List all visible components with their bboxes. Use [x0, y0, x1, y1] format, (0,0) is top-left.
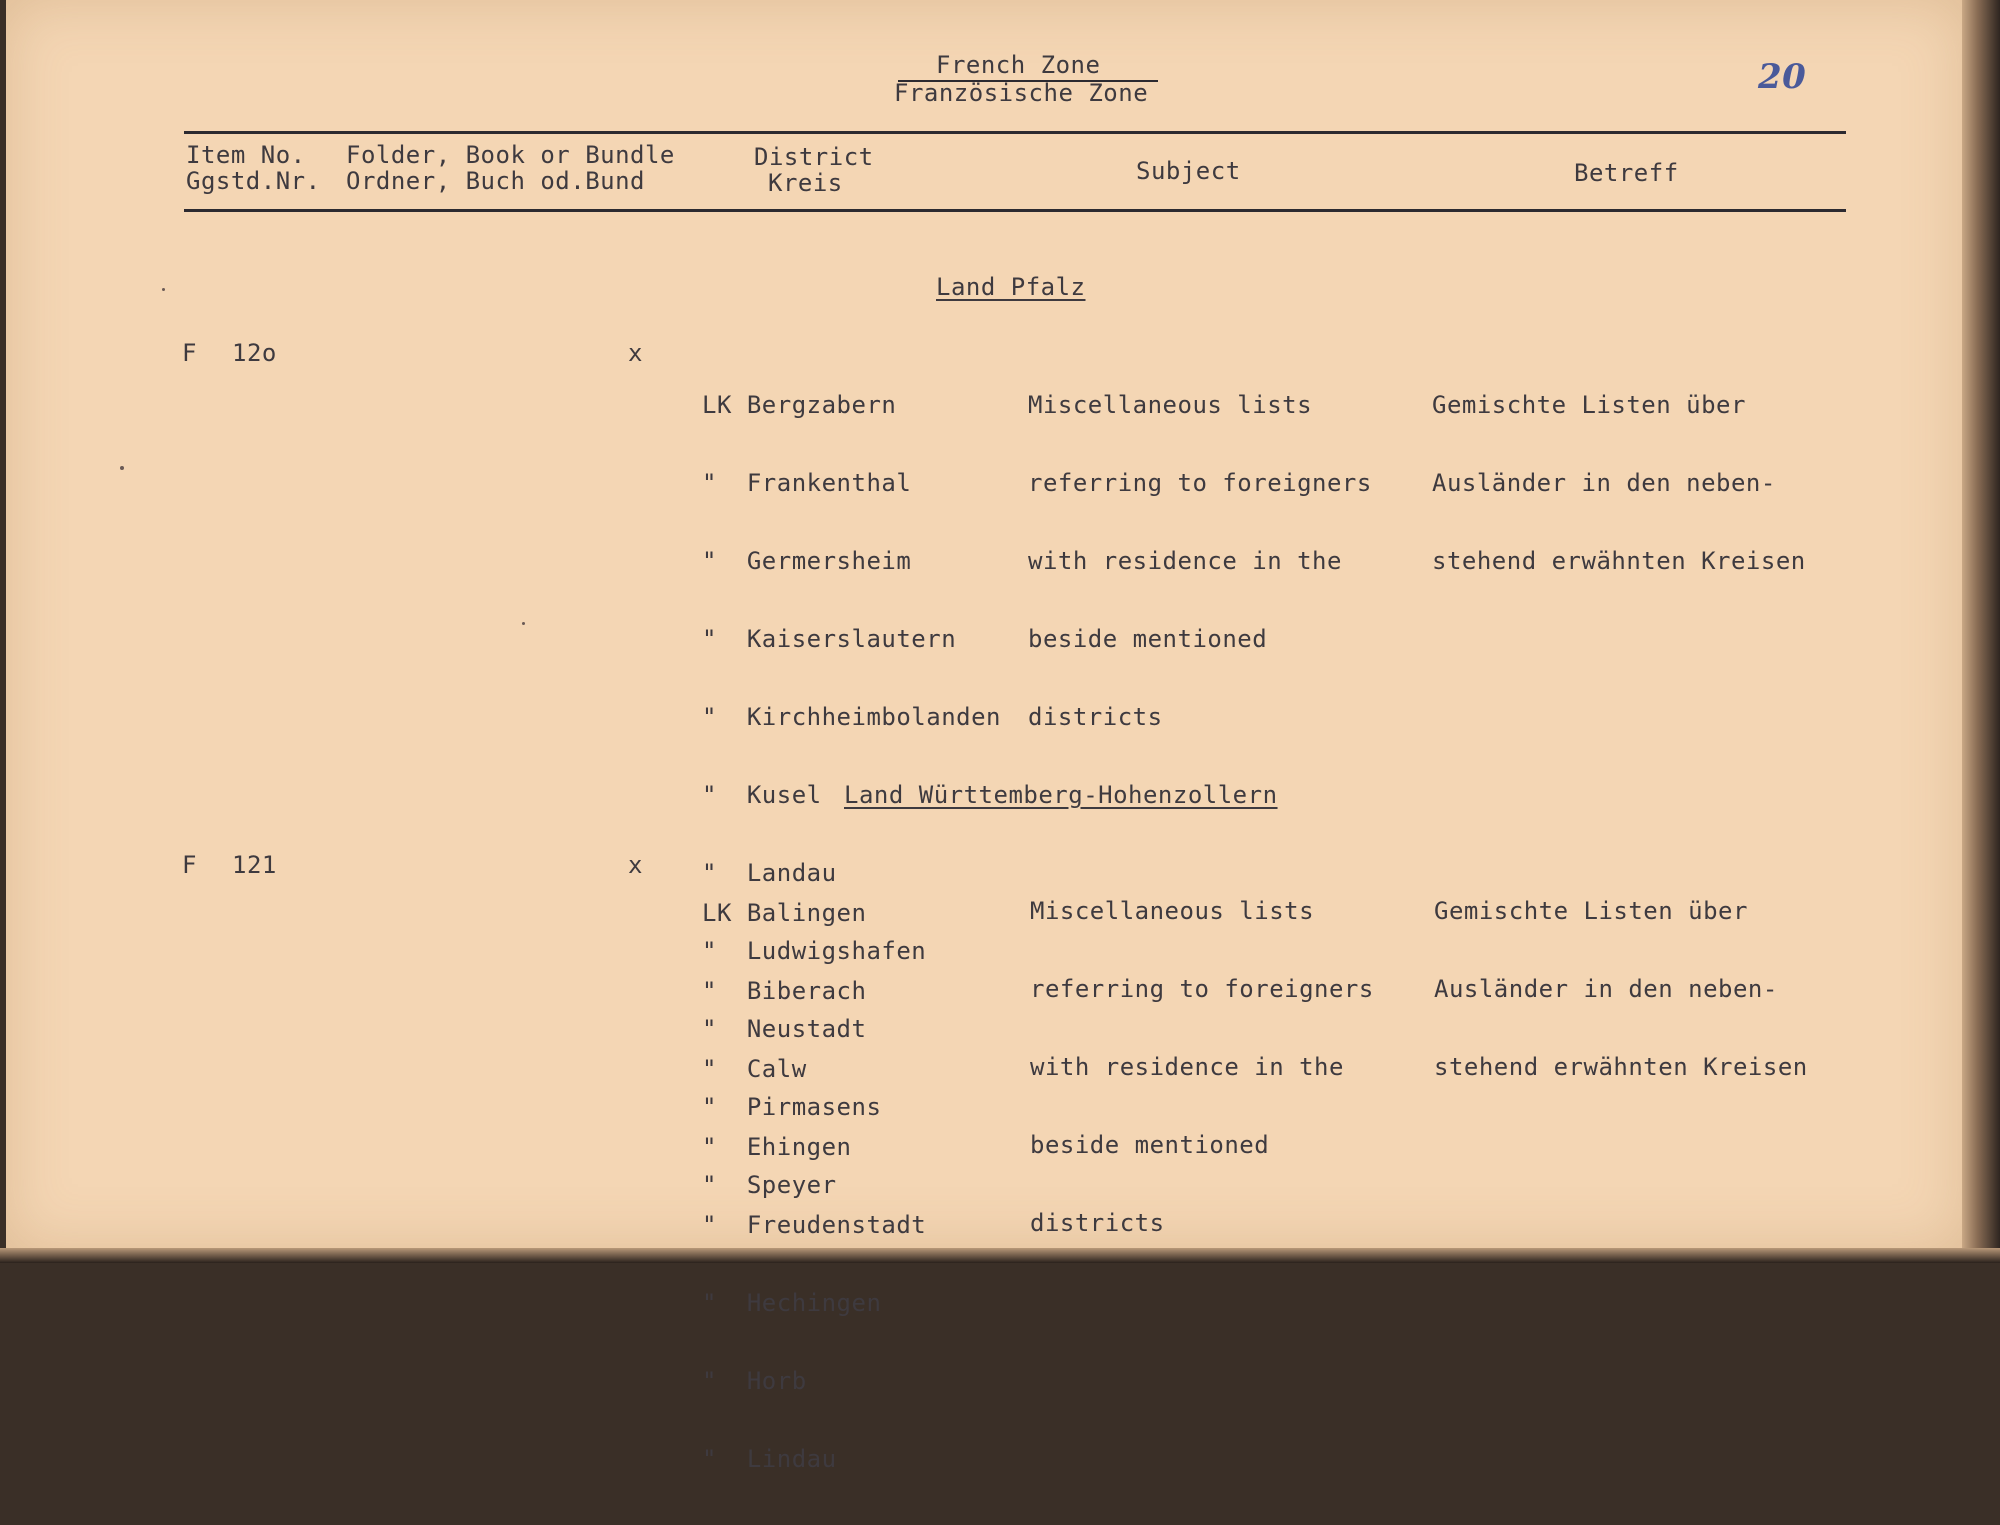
subject-line: districts	[1028, 703, 1163, 731]
folder-mark: x	[628, 851, 643, 879]
col-item-no-de: Ggstd.Nr.	[186, 167, 321, 195]
betreff-line: Gemischte Listen über	[1432, 391, 1746, 419]
section-title-pfalz: Land Pfalz	[936, 273, 1086, 301]
district-row: " Ludwigshafen	[702, 937, 927, 965]
subject-line: with residence in the	[1030, 1053, 1344, 1081]
subject-line: with residence in the	[1028, 547, 1342, 575]
betreff-line: Ausländer in den neben-	[1434, 975, 1778, 1003]
paper-speck	[120, 466, 124, 470]
district-row: " Pirmasens	[702, 1093, 882, 1121]
zone-title-en: French Zone	[936, 51, 1101, 79]
paper-speck	[162, 288, 165, 291]
folder-mark: x	[628, 339, 643, 367]
subject-line: Miscellaneous lists	[1028, 391, 1313, 419]
district-row: " Freudenstadt	[702, 1211, 927, 1239]
page-number: 20	[1758, 57, 1807, 97]
item-prefix: F	[182, 339, 197, 367]
betreff-line: stehend erwähnten Kreisen	[1434, 1053, 1808, 1081]
col-district-de: Kreis	[768, 169, 843, 197]
subject-line: Miscellaneous lists	[1030, 897, 1315, 925]
col-betreff: Betreff	[1574, 159, 1679, 187]
district-row: " Kirchheimbolanden	[702, 703, 1001, 731]
district-list	[702, 848, 926, 1524]
header-bottom-rule	[184, 209, 1846, 212]
col-folder-de: Ordner, Buch od.Bund	[346, 167, 645, 195]
subject-line: beside mentioned	[1030, 1131, 1270, 1159]
district-row: " Kusel	[702, 781, 822, 809]
district-row: " Biberach	[702, 977, 867, 1005]
district-row: " Hechingen	[702, 1289, 882, 1317]
subject-text	[1028, 340, 1372, 782]
betreff-text	[1432, 340, 1806, 626]
page-edge-right	[1962, 0, 2000, 1263]
subject-line: referring to foreigners	[1030, 975, 1374, 1003]
betreff-line: Gemischte Listen über	[1434, 897, 1748, 925]
section-title-wuerttemberg: Land Württemberg-Hohenzollern	[844, 781, 1278, 809]
district-row: " Kaiserslautern	[702, 625, 957, 653]
col-district-en: District	[754, 143, 874, 171]
betreff-line: Ausländer in den neben-	[1432, 469, 1776, 497]
district-row: " Frankenthal	[702, 469, 912, 497]
subject-line: beside mentioned	[1028, 625, 1268, 653]
district-row: " Horb	[702, 1367, 807, 1395]
district-row: " Lindau	[702, 1445, 837, 1473]
item-number: 12o	[232, 339, 277, 367]
document-page	[6, 0, 1964, 1473]
district-row: LK Balingen	[702, 899, 867, 927]
subject-text	[1030, 846, 1374, 1288]
item-prefix: F	[182, 851, 197, 879]
district-row: " Calw	[702, 1055, 807, 1083]
item-number: 121	[232, 851, 277, 879]
district-row: " Landau	[702, 859, 837, 887]
betreff-text	[1434, 846, 1808, 1132]
col-folder-en: Folder, Book or Bundle	[346, 141, 675, 169]
district-row: " Speyer	[702, 1171, 837, 1199]
district-row: LK Bergzabern	[702, 391, 897, 419]
betreff-line: stehend erwähnten Kreisen	[1432, 547, 1806, 575]
col-subject: Subject	[1136, 157, 1241, 185]
header-top-rule	[184, 131, 1846, 134]
subject-line: districts	[1030, 1209, 1165, 1237]
col-item-no-en: Item No.	[186, 141, 306, 169]
district-row: " Germersheim	[702, 547, 912, 575]
page-edge-bottom	[0, 1248, 2000, 1263]
district-row: " Ehingen	[702, 1133, 852, 1161]
paper-speck	[522, 622, 525, 625]
district-row: " Neustadt	[702, 1015, 867, 1043]
zone-title-de: Französische Zone	[894, 79, 1149, 107]
subject-line: referring to foreigners	[1028, 469, 1372, 497]
